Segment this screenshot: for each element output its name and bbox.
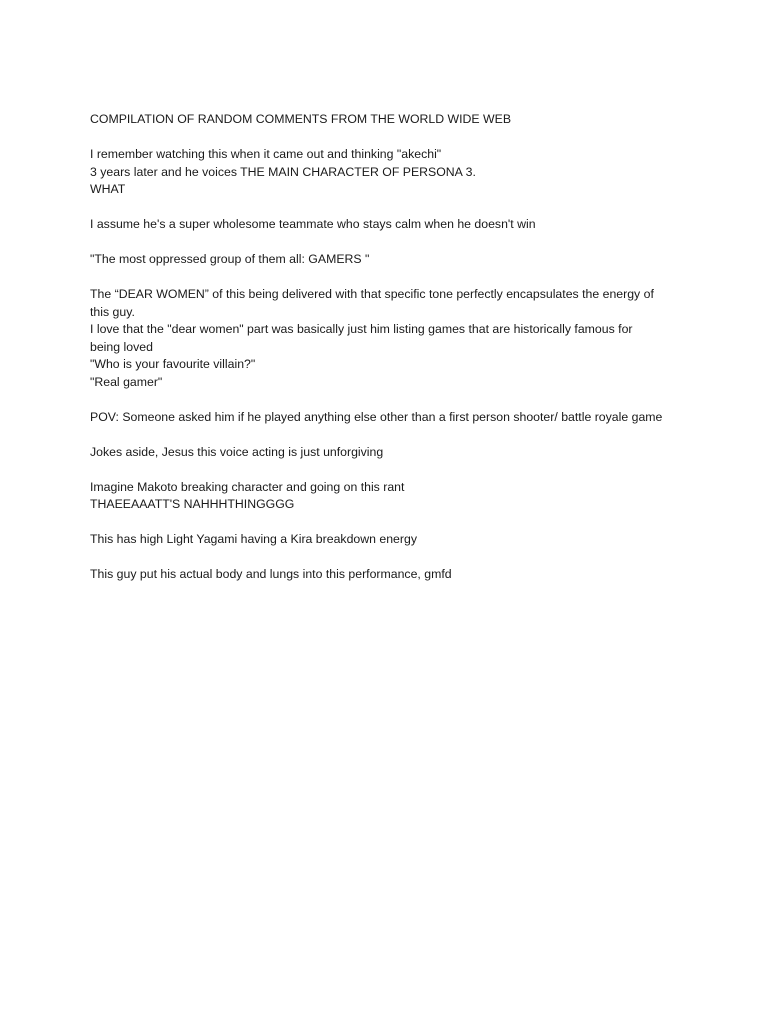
- comment-line: 3 years later and he voices THE MAIN CHARACTER OF PERSONA 3.: [90, 164, 476, 179]
- comment-block: [90, 479, 690, 514]
- comment-block: [90, 444, 690, 462]
- document-page: [90, 111, 690, 601]
- comment-line: THAEEAAATT'S NAHHHTHINGGGG: [90, 497, 295, 511]
- comment-line: Imagine Makoto breaking character and going on this rant: [90, 479, 405, 494]
- comment-line: being loved: [90, 339, 153, 354]
- comment-line: I love that the "dear women" part was basically just him listing games that are historically famous for: [90, 322, 633, 336]
- comment-block: [90, 251, 690, 269]
- document-title-block: [90, 111, 690, 129]
- comment-block: [90, 216, 690, 234]
- comment-line: I assume he's a super wholesome teammate who stays calm when he doesn't win: [90, 217, 536, 231]
- comment-line: This has high Light Yagami having a Kira breakdown energy: [90, 532, 417, 546]
- comment-line: This guy put his actual body and lungs into this performance, gmfd: [90, 567, 452, 581]
- comment-line: POV: Someone asked him if he played anything else other than a first person shooter/ battle royale game: [90, 409, 663, 424]
- comment-block: [90, 146, 690, 199]
- document-title: COMPILATION OF RANDOM COMMENTS FROM THE WORLD WIDE WEB: [90, 112, 512, 126]
- comment-block: [90, 531, 690, 549]
- comment-line: Jokes aside, Jesus this voice acting is just unforgiving: [90, 444, 384, 459]
- comment-line: WHAT: [90, 182, 126, 196]
- comment-block: [90, 409, 690, 427]
- comment-line: this guy.: [90, 304, 135, 319]
- comment-line: I remember watching this when it came out and thinking "akechi": [90, 147, 442, 161]
- comment-line: "The most oppressed group of them all: GAMERS ": [90, 252, 370, 266]
- comment-line: "Who is your favourite villain?": [90, 357, 256, 371]
- comment-line: The “DEAR WOMEN” of this being delivered with that specific tone perfectly encapsulates the energy of: [90, 287, 654, 301]
- comment-block: [90, 566, 690, 584]
- comment-block: [90, 286, 690, 391]
- comment-line: "Real gamer": [90, 374, 163, 389]
